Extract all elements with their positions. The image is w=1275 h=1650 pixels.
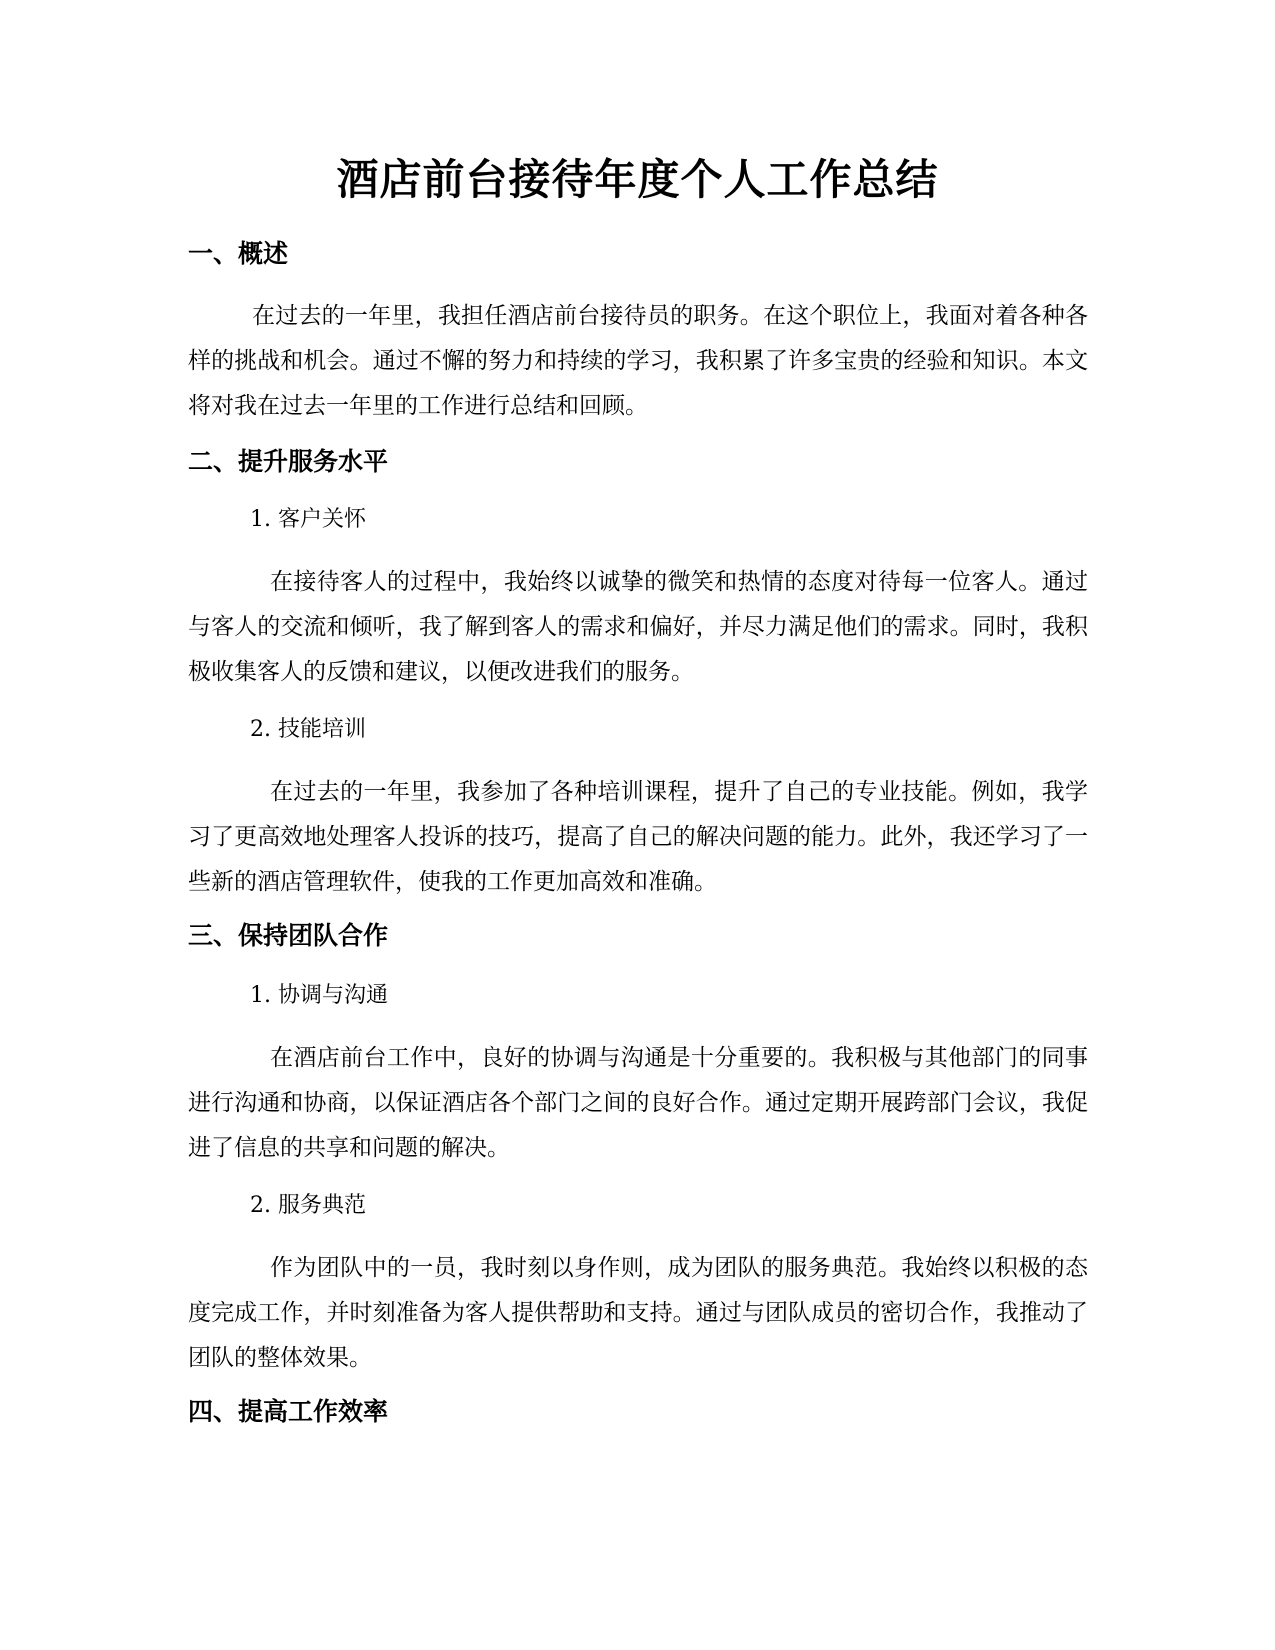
paragraph-coordination: 在酒店前台工作中，良好的协调与沟通是十分重要的。我积极与其他部门的同事进行沟通和协商，以保证酒店各个部门之间的良好合作。通过定期开展跨部门会议，我促进了信息的共享和问题的解决。 bbox=[188, 1045, 1088, 1161]
section-heading-overview: 一、概述 bbox=[188, 239, 289, 268]
section-heading-service: 二、提升服务水平 bbox=[188, 447, 389, 476]
subheading-coordination: 1. 协调与沟通 bbox=[250, 983, 388, 1008]
paragraph-skill-training: 在过去的一年里，我参加了各种培训课程，提升了自己的专业技能。例如，我学习了更高效地处理客人投诉的技巧，提高了自己的解决问题的能力。此外，我还学习了一些新的酒店管理软件，使我的工作更加高效和准确。 bbox=[188, 779, 1088, 895]
subheading-skill-training: 2. 技能培训 bbox=[250, 717, 366, 742]
page-title: 酒店前台接待年度个人工作总结 bbox=[336, 155, 939, 204]
paragraph-overview: 在过去的一年里，我担任酒店前台接待员的职务。在这个职位上，我面对着各种各样的挑战和机会。通过不懈的努力和持续的学习，我积累了许多宝贵的经验和知识。本文将对我在过去一年里的工作进行总结和回顾。 bbox=[188, 303, 1088, 419]
section-heading-teamwork: 三、保持团队合作 bbox=[188, 921, 389, 950]
section-heading-efficiency: 四、提高工作效率 bbox=[188, 1397, 389, 1426]
subheading-customer-care: 1. 客户关怀 bbox=[250, 507, 366, 532]
subheading-service-model: 2. 服务典范 bbox=[250, 1193, 366, 1218]
paragraph-customer-care: 在接待客人的过程中，我始终以诚挚的微笑和热情的态度对待每一位客人。通过与客人的交流和倾听，我了解到客人的需求和偏好，并尽力满足他们的需求。同时，我积极收集客人的反馈和建议，以便改进我们的服务。 bbox=[188, 569, 1088, 685]
paragraph-service-model: 作为团队中的一员，我时刻以身作则，成为团队的服务典范。我始终以积极的态度完成工作，并时刻准备为客人提供帮助和支持。通过与团队成员的密切合作，我推动了团队的整体效果。 bbox=[188, 1255, 1088, 1371]
